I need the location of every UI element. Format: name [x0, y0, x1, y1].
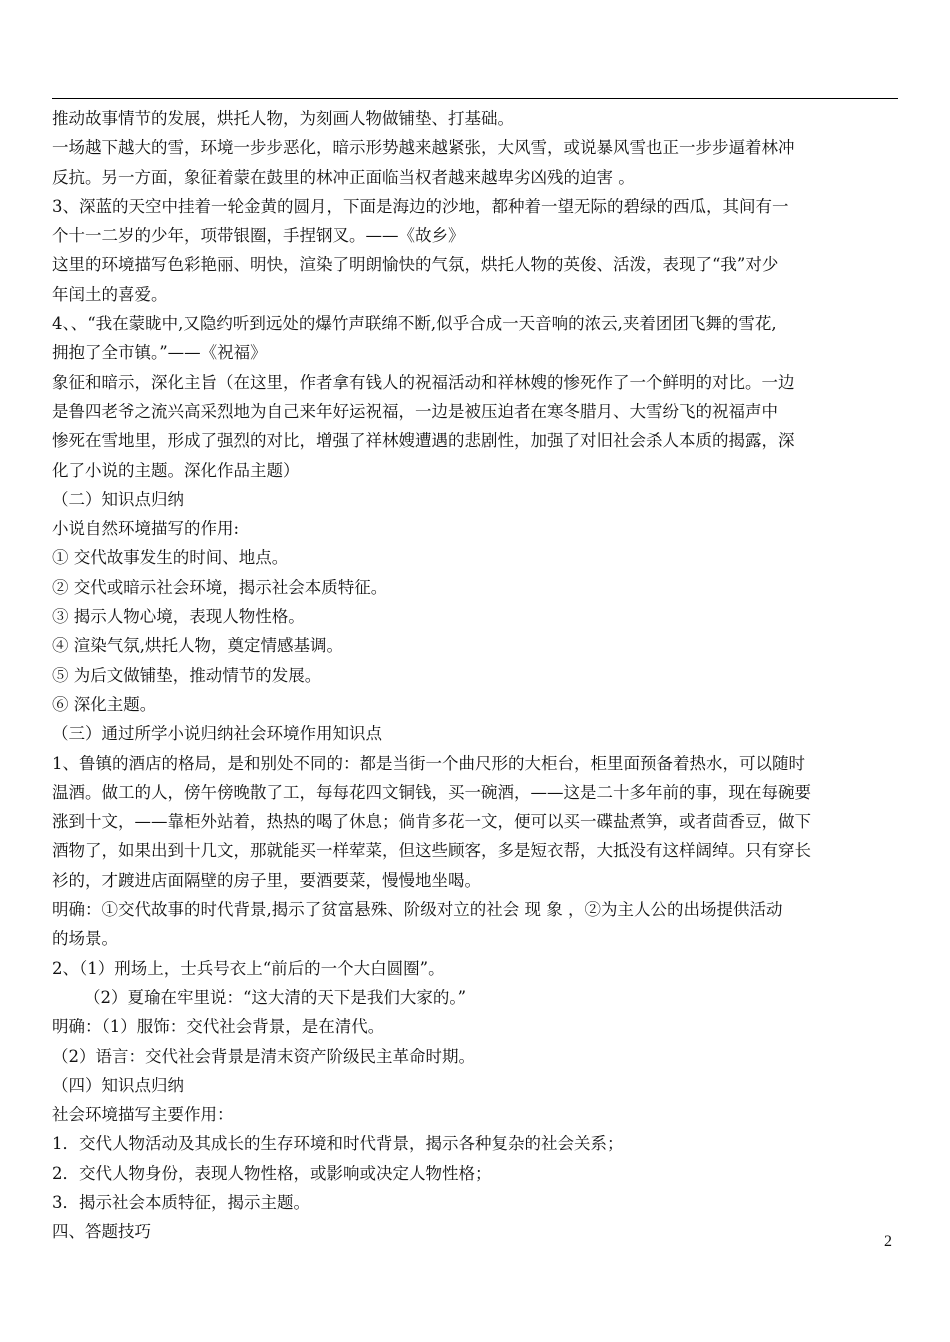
text-line: 惨死在雪地里，形成了强烈的对比，增强了祥林嫂遭遇的悲剧性，加强了对旧社会杀人本质的揭露，深 [52, 431, 795, 451]
text-line: 是鲁四老爷之流兴高采烈地为自己来年好运祝福，一边是被压迫者在寒冬腊月、大雪纷飞的祝福声中 [52, 401, 778, 421]
text-line: 一场越下越大的雪，环境一步步恶化，暗示形势越来越紧张，大风雪，或说暴风雪也正一步步逼着林冲 [52, 138, 795, 158]
text-line: 明确：（1）服饰：交代社会背景，是在清代。 [52, 1017, 385, 1037]
text-line: 象征和暗示，深化主旨（在这里，作者拿有钱人的祝福活动和祥林嫂的惨死作了一个鲜明的对比。一边 [52, 372, 795, 392]
list-item: ① 交代故事发生的时间、地点。 [52, 548, 289, 568]
text-line: 2、（1）刑场上，士兵号衣上“前后的一个大白圆圈”。 [52, 958, 445, 978]
list-item: ② 交代或暗示社会环境，揭示社会本质特征。 [52, 577, 388, 597]
text-line: （2）夏瑜在牢里说：“这大清的天下是我们大家的。” [84, 987, 467, 1007]
header-rule [52, 98, 898, 99]
text-line: 这里的环境描写色彩艳丽、明快，渲染了明朗愉快的气氛，烘托人物的英俊、活泼，表现了“我”对少 [52, 255, 779, 275]
text-line: 推动故事情节的发展，烘托人物，为刻画人物做铺垫、打基础。 [52, 109, 514, 128]
section-heading: （四）知识点归纳 [52, 1075, 184, 1095]
list-item: ④ 渲染气氛,烘托人物，奠定情感基调。 [52, 636, 343, 656]
text-line: 涨到十文，——靠柜外站着，热热的喝了休息；倘肯多花一文，便可以买一碟盐煮笋，或者茴香豆，做下 [52, 812, 811, 832]
text-line: （2）语言：交代社会背景是清末资产阶级民主革命时期。 [52, 1046, 475, 1066]
text-line: 社会环境描写主要作用： [52, 1105, 234, 1125]
list-item: ⑥ 深化主题。 [52, 694, 157, 714]
list-item: 1．交代人物活动及其成长的生存环境和时代背景，揭示各种复杂的社会关系； [52, 1134, 624, 1154]
text-line: 明确：①交代故事的时代背景,揭示了贫富悬殊、阶级对立的社会 现 象 ，②为主人公的出场提供活动 [52, 900, 783, 920]
text-line: 年闰土的喜爱。 [52, 284, 168, 304]
text-line: 温酒。做工的人，傍午傍晚散了工，每每花四文铜钱，买一碗酒，——这是二十多年前的事，现在每碗要 [52, 782, 811, 802]
section-heading: 四、答题技巧 [52, 1222, 151, 1242]
text-line: 酒物了，如果出到十几文，那就能买一样荤菜，但这些顾客，多是短衣帮，大抵没有这样阔绰。只有穿长 [52, 841, 811, 861]
list-item: ③ 揭示人物心境，表现人物性格。 [52, 607, 305, 627]
text-line: 4、、“我在蒙眬中,又隐约听到远处的爆竹声联绵不断,似乎合成一天音响的浓云,夹着团团飞舞的雪花, [52, 314, 777, 334]
text-line: 拥抱了全市镇。”——《祝福》 [52, 343, 267, 363]
text-line: 反抗。另一方面，象征着蒙在鼓里的林冲正面临当权者越来越卑劣凶残的迫害 。 [52, 167, 635, 187]
text-line: 1、鲁镇的酒店的格局，是和别处不同的：都是当街一个曲尺形的大柜台，柜里面预备着热水，可以随时 [52, 753, 805, 773]
section-heading: （三）通过所学小说归纳社会环境作用知识点 [52, 724, 382, 744]
text-line: 个十一二岁的少年，项带银圈，手捏钢叉。——《故乡》 [52, 226, 465, 246]
text-line: 的场景。 [52, 929, 118, 949]
text-line: 小说自然环境描写的作用: [52, 519, 240, 539]
text-line: 衫的，才踱进店面隔壁的房子里，要酒要菜，慢慢地坐喝。 [52, 870, 481, 890]
list-item: 3．揭示社会本质特征，揭示主题。 [52, 1192, 310, 1212]
list-item: 2．交代人物身份，表现人物性格，或影响或决定人物性格； [52, 1163, 492, 1183]
text-line: 化了小说的主题。深化作品主题） [52, 460, 300, 480]
page-number: 2 [884, 1233, 892, 1250]
text-line: 3、深蓝的天空中挂着一轮金黄的圆月，下面是海边的沙地，都种着一望无际的碧绿的西瓜，其间有一 [52, 196, 789, 216]
document-body [52, 104, 900, 1247]
list-item: ⑤ 为后文做铺垫，推动情节的发展。 [52, 665, 322, 685]
section-heading: （二）知识点归纳 [52, 489, 184, 509]
